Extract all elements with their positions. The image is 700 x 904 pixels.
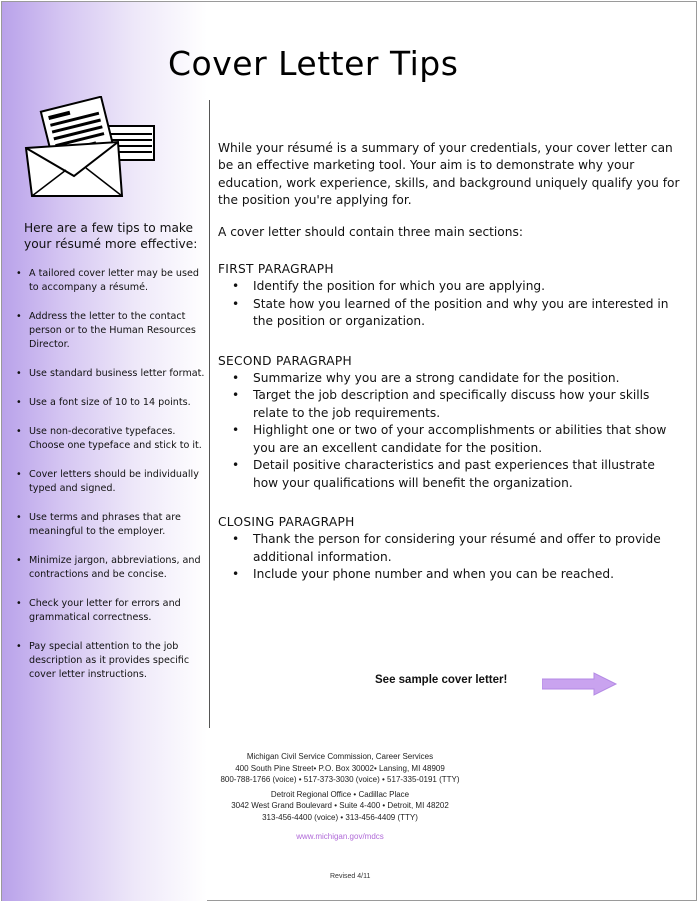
bullet: • <box>16 469 22 480</box>
list-item: • Include your phone number and when you can be reached. <box>218 566 680 583</box>
see-sample-link[interactable]: See sample cover letter! <box>375 674 508 686</box>
first-paragraph-list <box>218 278 680 330</box>
tip-item: • Use a font size of 10 to 14 points. <box>16 397 191 408</box>
tip-item: • Use non-decorative typefaces. Choose one typeface and stick to it. <box>16 426 202 451</box>
second-paragraph-list <box>218 370 680 492</box>
bullet: • <box>16 268 22 279</box>
page-title: Cover Letter Tips <box>168 44 459 83</box>
bullet: • <box>232 296 240 311</box>
list-item: • State how you learned of the position and why you are interested in the position or organization. <box>232 296 669 329</box>
tip-item: • Pay special attention to the job description as it provides specific cover letter instructions. <box>16 641 190 680</box>
first-paragraph-heading: FIRST PARAGRAPH <box>218 262 334 277</box>
footer-website-link[interactable]: www.michigan.gov/mdcs <box>296 832 384 841</box>
tip-item: • Use terms and phrases that are meaningful to the employer. <box>16 512 181 537</box>
bullet: • <box>16 512 22 523</box>
intro-paragraph: While your résumé is a summary of your credentials, your cover letter can be an effective marketing tool. Your aim is to demonstrate why your education, work experience, skills, and background uniquely qualify you for the position you're applying for. <box>218 141 680 208</box>
bullet: • <box>232 388 240 403</box>
column-divider <box>209 100 210 728</box>
closing-paragraph-heading: CLOSING PARAGRAPH <box>218 514 355 529</box>
bullet: • <box>16 555 22 566</box>
tip-item: • Use standard business letter format. <box>16 368 205 379</box>
bullet: • <box>16 426 22 437</box>
tip-item: • Address the letter to the contact person or to the Human Resources Director. <box>16 311 196 350</box>
bullet: • <box>232 423 240 438</box>
bullet: • <box>16 598 22 609</box>
list-item: • Highlight one or two of your accomplishments or abilities that show you are an excellent candidate for the position. <box>232 423 667 455</box>
documents-icon <box>24 96 160 200</box>
arrow-right-icon[interactable] <box>542 672 618 696</box>
list-item: • Identify the position for which you are applying. <box>218 278 680 295</box>
list-item: • Detail positive characteristics and past experiences that illustrate how your qualifications will benefit the organization. <box>232 458 655 490</box>
tip-item: • Check your letter for errors and grammatical correctness. <box>16 598 181 623</box>
bullet: • <box>16 311 22 322</box>
bullet: • <box>232 458 240 473</box>
main-content <box>218 140 680 606</box>
list-item: • Summarize why you are a strong candidate for the position. <box>218 370 680 387</box>
footer-org: Michigan Civil Service Commission, Career Services <box>246 752 434 761</box>
bullet: • <box>16 368 22 379</box>
bullet: • <box>16 641 22 652</box>
sections-intro: A cover letter should contain three main sections: <box>218 224 523 239</box>
tip-item: • Minimize jargon, abbreviations, and contractions and be concise. <box>16 555 201 580</box>
tip-item: • A tailored cover letter may be used to accompany a résumé. <box>16 268 199 293</box>
second-paragraph-heading: SECOND PARAGRAPH <box>218 353 352 368</box>
tips-list <box>13 267 209 697</box>
bullet: • <box>232 279 240 294</box>
footer-phones: 800-788-1766 (voice) • 517-373-3030 (voice) • 517-335-0191 (TTY) <box>220 775 460 784</box>
tip-item: • Cover letters should be individually typed and signed. <box>16 469 199 494</box>
footer <box>190 751 490 843</box>
list-item: • Target the job description and specifically discuss how your skills relate to the job requirements. <box>232 388 650 420</box>
list-item: • Thank the person for considering your résumé and offer to provide additional information. <box>232 532 661 564</box>
revised-date: Revised 4/11 <box>330 873 371 880</box>
bullet: • <box>232 532 240 547</box>
footer-address: 400 South Pine Street• P.O. Box 30002• Lansing, MI 48909 <box>235 763 445 773</box>
footer-regional-address: 3042 West Grand Boulevard • Suite 4-400 • Detroit, MI 48202 <box>231 801 449 810</box>
sidebar-heading: Here are a few tips to make your résumé more effective: <box>24 221 198 251</box>
footer-regional-phones: 313-456-4400 (voice) • 313-456-4409 (TTY) <box>262 812 418 822</box>
closing-paragraph-list <box>218 531 680 583</box>
bullet: • <box>232 371 240 386</box>
bullet: • <box>16 397 22 408</box>
bullet: • <box>232 567 240 582</box>
footer-regional-office: Detroit Regional Office • Cadillac Place <box>270 789 410 799</box>
